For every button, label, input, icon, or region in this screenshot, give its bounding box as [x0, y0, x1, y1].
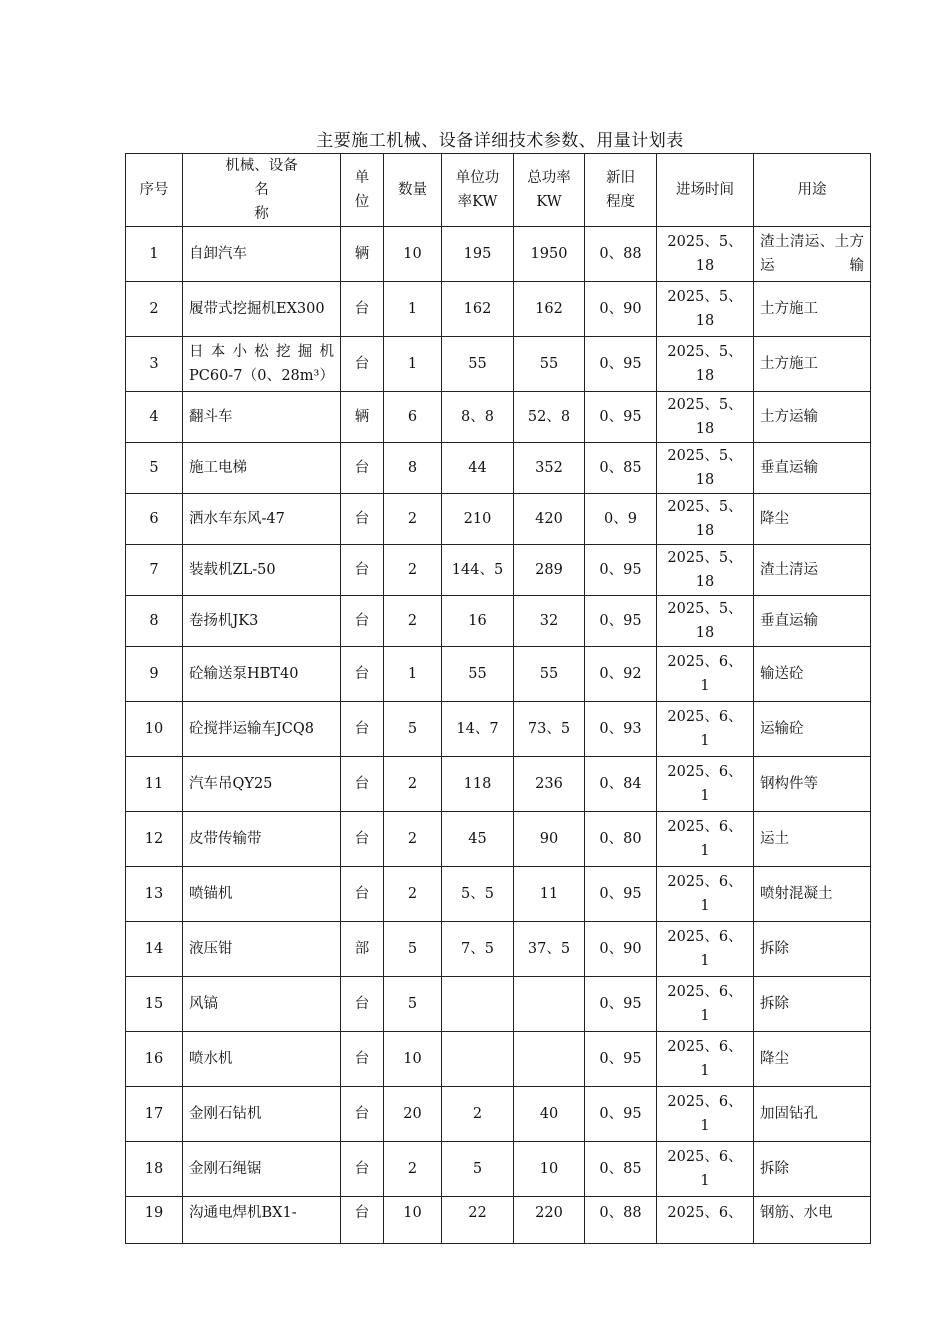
- cell-qty: 2: [384, 1142, 442, 1197]
- cell-qty: 20: [384, 1087, 442, 1142]
- cell-no: 7: [126, 545, 183, 596]
- cell-name: 喷水机: [183, 1032, 341, 1087]
- cell-condition: 0、95: [585, 867, 657, 922]
- cell-qty: 2: [384, 596, 442, 647]
- cell-unit: 台: [341, 647, 384, 702]
- cell-date: [657, 702, 754, 757]
- cell-condition: 0、95: [585, 392, 657, 443]
- cell-unit: 台: [341, 545, 384, 596]
- cell-name: 砼搅拌运输车JCQ8: [183, 702, 341, 757]
- table-row: [126, 702, 871, 757]
- cell-date-line2: 1: [700, 1118, 710, 1134]
- table-row: [126, 1087, 871, 1142]
- cell-no: 8: [126, 596, 183, 647]
- header-qty: 数量: [384, 154, 442, 227]
- cell-date: [657, 392, 754, 443]
- cell-date: [657, 757, 754, 812]
- cell-name: 沟通电焊机BX1-: [183, 1197, 341, 1244]
- cell-unit-power: 16: [442, 596, 514, 647]
- cell-unit-power: [442, 977, 514, 1032]
- cell-no: 2: [126, 282, 183, 337]
- cell-date-line2: 18: [695, 313, 715, 329]
- cell-unit: 台: [341, 596, 384, 647]
- cell-no: 17: [126, 1087, 183, 1142]
- cell-total-power: 90: [514, 812, 585, 867]
- equipment-table: [125, 153, 871, 1244]
- cell-no: 9: [126, 647, 183, 702]
- cell-total-power: 1950: [514, 227, 585, 282]
- cell-name: 洒水车东风-47: [183, 494, 341, 545]
- cell-total-power: 40: [514, 1087, 585, 1142]
- page-title: 主要施工机械、设备详细技术参数、用量计划表: [316, 131, 684, 151]
- cell-total-power: 162: [514, 282, 585, 337]
- cell-total-power: 55: [514, 647, 585, 702]
- cell-date-line2: 1: [700, 733, 710, 749]
- cell-unit: 台: [341, 867, 384, 922]
- cell-date: [657, 867, 754, 922]
- header-total-power-line1: 总功率: [527, 170, 571, 186]
- cell-date-line1: 2025、5、: [667, 448, 743, 464]
- cell-total-power: 352: [514, 443, 585, 494]
- cell-condition: 0、95: [585, 977, 657, 1032]
- cell-unit: 台: [341, 1197, 384, 1244]
- cell-unit-power: [442, 1032, 514, 1087]
- cell-unit-power: 44: [442, 443, 514, 494]
- cell-total-power: 420: [514, 494, 585, 545]
- table-row: [126, 392, 871, 443]
- table-row: [126, 867, 871, 922]
- cell-date: [657, 545, 754, 596]
- cell-no: 3: [126, 337, 183, 392]
- cell-date: [657, 443, 754, 494]
- cell-date-line2: 1: [700, 678, 710, 694]
- cell-unit-power: 2: [442, 1087, 514, 1142]
- header-date: 进场时间: [657, 154, 754, 227]
- cell-qty: 5: [384, 702, 442, 757]
- cell-condition: 0、80: [585, 812, 657, 867]
- table-row: [126, 812, 871, 867]
- cell-date-line2: 1: [700, 1173, 710, 1189]
- cell-no: 1: [126, 227, 183, 282]
- cell-use: 土方运输: [754, 392, 871, 443]
- cell-unit: 辆: [341, 392, 384, 443]
- cell-date-line2: 1: [700, 788, 710, 804]
- cell-name: 砼输送泵HBT40: [183, 647, 341, 702]
- cell-use: 降尘: [754, 1032, 871, 1087]
- cell-qty: 10: [384, 1197, 442, 1244]
- cell-unit-power: 162: [442, 282, 514, 337]
- cell-date: [657, 1087, 754, 1142]
- cell-name: 金刚石钻机: [183, 1087, 341, 1142]
- cell-no: 10: [126, 702, 183, 757]
- cell-unit: 台: [341, 494, 384, 545]
- cell-use: 土方施工: [754, 337, 871, 392]
- cell-condition: 0、88: [585, 1197, 657, 1244]
- cell-date-line1: 2025、5、: [667, 550, 743, 566]
- table-row: [126, 443, 871, 494]
- cell-condition: 0、90: [585, 282, 657, 337]
- cell-total-power: 73、5: [514, 702, 585, 757]
- cell-no: 16: [126, 1032, 183, 1087]
- cell-total-power: 32: [514, 596, 585, 647]
- cell-condition: 0、9: [585, 494, 657, 545]
- cell-use: 渣土清运: [754, 545, 871, 596]
- cell-unit: 台: [341, 282, 384, 337]
- cell-condition: 0、95: [585, 337, 657, 392]
- cell-unit: 台: [341, 1087, 384, 1142]
- table-row: [126, 494, 871, 545]
- cell-name: 风镐: [183, 977, 341, 1032]
- table-row: [126, 282, 871, 337]
- cell-qty: 2: [384, 757, 442, 812]
- cell-date-line2: 18: [695, 574, 715, 590]
- cell-no: 15: [126, 977, 183, 1032]
- header-condition-line2: 程度: [606, 194, 635, 210]
- cell-use: 钢筋、水电: [754, 1197, 871, 1244]
- cell-use: 加固钻孔: [754, 1087, 871, 1142]
- cell-qty: 5: [384, 977, 442, 1032]
- cell-condition: 0、93: [585, 702, 657, 757]
- cell-date-line1: 2025、5、: [667, 499, 743, 515]
- cell-date-line1: 2025、6、: [667, 874, 743, 890]
- cell-no: 13: [126, 867, 183, 922]
- cell-date-line1: 2025、6、: [667, 984, 743, 1000]
- cell-date-line1: 2025、5、: [667, 601, 743, 617]
- header-name-line1: 机械、设备: [225, 158, 298, 174]
- cell-date: [657, 647, 754, 702]
- table-row: [126, 227, 871, 282]
- table-row: [126, 647, 871, 702]
- cell-unit-power: 55: [442, 337, 514, 392]
- cell-total-power: 289: [514, 545, 585, 596]
- cell-date-line2: 18: [695, 472, 715, 488]
- cell-unit-power: 195: [442, 227, 514, 282]
- cell-total-power: 11: [514, 867, 585, 922]
- cell-condition: 0、90: [585, 922, 657, 977]
- table-row: [126, 545, 871, 596]
- cell-date-line1: 2025、5、: [667, 397, 743, 413]
- cell-date-line2: 1: [700, 843, 710, 859]
- cell-unit: 台: [341, 337, 384, 392]
- cell-use: 运土: [754, 812, 871, 867]
- cell-condition: 0、88: [585, 227, 657, 282]
- cell-unit-power: 14、7: [442, 702, 514, 757]
- cell-qty: 2: [384, 867, 442, 922]
- header-name: [183, 154, 341, 227]
- cell-date-line2: 18: [695, 625, 715, 641]
- cell-no: 5: [126, 443, 183, 494]
- cell-unit-power: 55: [442, 647, 514, 702]
- cell-unit: 辆: [341, 227, 384, 282]
- cell-unit-power: 144、5: [442, 545, 514, 596]
- cell-no: 18: [126, 1142, 183, 1197]
- cell-unit: 台: [341, 1032, 384, 1087]
- cell-date-line2: 18: [695, 368, 715, 384]
- table-row: [126, 1197, 871, 1244]
- cell-qty: 8: [384, 443, 442, 494]
- cell-date-line1: 2025、6、: [667, 764, 743, 780]
- header-unit-power-line2: 率KW: [457, 194, 498, 210]
- table-row: [126, 977, 871, 1032]
- cell-total-power: [514, 1032, 585, 1087]
- cell-no: 19: [126, 1197, 183, 1244]
- cell-use: 降尘: [754, 494, 871, 545]
- cell-total-power: 37、5: [514, 922, 585, 977]
- cell-date-line1: 2025、6、: [667, 1094, 743, 1110]
- table-header-row: [126, 154, 871, 227]
- cell-use: 土方施工: [754, 282, 871, 337]
- cell-date-line1: 2025、6、: [667, 654, 743, 670]
- cell-use: 钢构件等: [754, 757, 871, 812]
- table-row: [126, 757, 871, 812]
- cell-unit-power: 118: [442, 757, 514, 812]
- cell-no: 11: [126, 757, 183, 812]
- cell-use: 渣土清运、土方运输: [754, 227, 871, 282]
- cell-date: [657, 337, 754, 392]
- cell-total-power: [514, 977, 585, 1032]
- header-no: 序号: [126, 154, 183, 227]
- cell-qty: 2: [384, 545, 442, 596]
- cell-no: 6: [126, 494, 183, 545]
- cell-unit: 台: [341, 1142, 384, 1197]
- cell-date: [657, 282, 754, 337]
- cell-qty: 5: [384, 922, 442, 977]
- cell-condition: 0、84: [585, 757, 657, 812]
- cell-name: 卷扬机JK3: [183, 596, 341, 647]
- cell-total-power: 220: [514, 1197, 585, 1244]
- table-row: [126, 1032, 871, 1087]
- cell-name: 日本小松挖掘机PC60-7（0、28m³）: [183, 337, 341, 392]
- cell-use: 运输砼: [754, 702, 871, 757]
- cell-date-line2: 18: [695, 258, 715, 274]
- cell-unit-power: 45: [442, 812, 514, 867]
- cell-date-line2: 1: [700, 898, 710, 914]
- cell-date-line2: 1: [700, 1063, 710, 1079]
- cell-date-line1: 2025、6、: [667, 1149, 743, 1165]
- cell-total-power: 55: [514, 337, 585, 392]
- cell-qty: 1: [384, 337, 442, 392]
- cell-name: 皮带传输带: [183, 812, 341, 867]
- cell-date-line1: 2025、5、: [667, 344, 743, 360]
- cell-condition: 0、95: [585, 1087, 657, 1142]
- cell-no: 12: [126, 812, 183, 867]
- cell-condition: 0、92: [585, 647, 657, 702]
- cell-unit: 台: [341, 757, 384, 812]
- cell-name: 液压钳: [183, 922, 341, 977]
- header-unit-line1: 单: [354, 170, 370, 186]
- cell-name: 装载机ZL-50: [183, 545, 341, 596]
- cell-name: 自卸汽车: [183, 227, 341, 282]
- header-name-line2: 名 称: [254, 182, 299, 222]
- cell-use: 输送砼: [754, 647, 871, 702]
- cell-total-power: 52、8: [514, 392, 585, 443]
- header-total-power: [514, 154, 585, 227]
- cell-name: 施工电梯: [183, 443, 341, 494]
- cell-name: 汽车吊QY25: [183, 757, 341, 812]
- cell-use: 拆除: [754, 977, 871, 1032]
- cell-use: 喷射混凝土: [754, 867, 871, 922]
- cell-unit: 台: [341, 443, 384, 494]
- cell-date: [657, 1197, 754, 1244]
- cell-name: 喷锚机: [183, 867, 341, 922]
- cell-condition: 0、95: [585, 1032, 657, 1087]
- cell-name: 金刚石绳锯: [183, 1142, 341, 1197]
- cell-date: [657, 227, 754, 282]
- cell-condition: 0、85: [585, 1142, 657, 1197]
- cell-date-line2: 1: [700, 1008, 710, 1024]
- table-row: [126, 1142, 871, 1197]
- cell-unit-power: 210: [442, 494, 514, 545]
- header-unit: [341, 154, 384, 227]
- header-condition-line1: 新旧: [606, 170, 635, 186]
- cell-date-line1: 2025、6、: [667, 819, 743, 835]
- cell-date-line1: 2025、6、: [667, 1039, 743, 1055]
- cell-date-line2: 18: [695, 421, 715, 437]
- cell-date: [657, 596, 754, 647]
- cell-unit-power: 7、5: [442, 922, 514, 977]
- cell-name: 履带式挖掘机EX300: [183, 282, 341, 337]
- cell-qty: 10: [384, 227, 442, 282]
- cell-condition: 0、85: [585, 443, 657, 494]
- cell-name: 翻斗车: [183, 392, 341, 443]
- cell-date-line2: 1: [700, 953, 710, 969]
- cell-no: 14: [126, 922, 183, 977]
- cell-no: 4: [126, 392, 183, 443]
- header-unit-power-line1: 单位功: [455, 170, 500, 186]
- table-row: [126, 596, 871, 647]
- cell-unit-power: 5、5: [442, 867, 514, 922]
- cell-unit-power: 8、8: [442, 392, 514, 443]
- cell-use: 垂直运输: [754, 596, 871, 647]
- cell-date-line1: 2025、6、: [667, 929, 743, 945]
- cell-date: [657, 812, 754, 867]
- header-condition: [585, 154, 657, 227]
- cell-condition: 0、95: [585, 545, 657, 596]
- cell-condition: 0、95: [585, 596, 657, 647]
- cell-date-line1: 2025、5、: [667, 234, 743, 250]
- cell-date-line1: 2025、5、: [667, 289, 743, 305]
- cell-date-line2: 18: [695, 523, 715, 539]
- cell-date: [657, 922, 754, 977]
- cell-qty: 1: [384, 647, 442, 702]
- cell-use: 垂直运输: [754, 443, 871, 494]
- cell-date-line1: 2025、6、: [667, 709, 743, 725]
- cell-use: 拆除: [754, 922, 871, 977]
- cell-unit: 台: [341, 977, 384, 1032]
- table-row: [126, 337, 871, 392]
- cell-date: [657, 494, 754, 545]
- cell-date: [657, 1032, 754, 1087]
- header-total-power-line2: KW: [536, 194, 562, 210]
- cell-qty: 6: [384, 392, 442, 443]
- cell-qty: 1: [384, 282, 442, 337]
- cell-qty: 2: [384, 812, 442, 867]
- cell-qty: 2: [384, 494, 442, 545]
- header-use: 用途: [754, 154, 871, 227]
- header-unit-power: [442, 154, 514, 227]
- cell-unit: 台: [341, 702, 384, 757]
- cell-total-power: 236: [514, 757, 585, 812]
- cell-unit: 部: [341, 922, 384, 977]
- cell-date-line1: 2025、6、: [667, 1205, 743, 1221]
- cell-date: [657, 977, 754, 1032]
- cell-use: 拆除: [754, 1142, 871, 1197]
- cell-qty: 10: [384, 1032, 442, 1087]
- cell-total-power: 10: [514, 1142, 585, 1197]
- cell-unit-power: 5: [442, 1142, 514, 1197]
- table-row: [126, 922, 871, 977]
- cell-unit: 台: [341, 812, 384, 867]
- cell-date: [657, 1142, 754, 1197]
- cell-unit-power: 22: [442, 1197, 514, 1244]
- header-unit-line2: 位: [354, 194, 370, 210]
